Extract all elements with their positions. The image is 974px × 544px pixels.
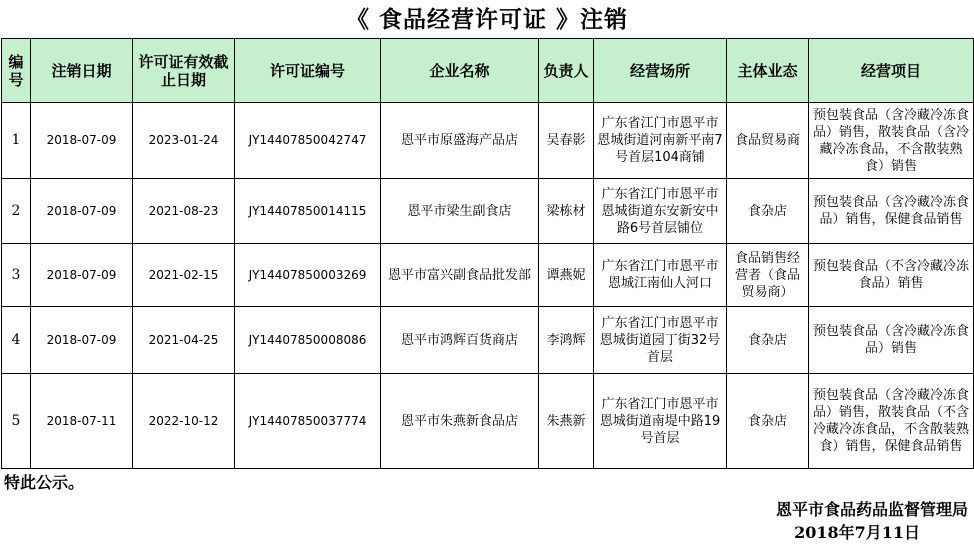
table-row — [2, 307, 974, 374]
license-cancellation-table — [1, 38, 974, 469]
cell-expiry: 2021-04-25 — [133, 307, 235, 374]
cell-expiry: 2021-08-23 — [133, 179, 235, 244]
header-cancel-date: 注销日期 — [31, 39, 133, 103]
cell-expiry: 2023-01-24 — [133, 103, 235, 179]
cell-no: 2 — [2, 179, 31, 244]
header-person: 负责人 — [539, 39, 594, 103]
header-location: 经营场所 — [594, 39, 727, 103]
cell-person: 谭燕妮 — [539, 244, 594, 307]
table-row — [2, 244, 974, 307]
cell-location: 广东省江门市恩平市恩城江南仙人河口 — [594, 244, 727, 307]
table-row — [2, 374, 974, 469]
issue-date: 2018年7月11日 — [794, 523, 920, 542]
cell-business-type: 食品销售经营者（食品贸易商） — [727, 244, 809, 307]
cell-no: 4 — [2, 307, 31, 374]
table-header-row — [2, 39, 974, 103]
cell-company: 恩平市鸿辉百货商店 — [381, 307, 539, 374]
cell-license: JY14407850003269 — [235, 244, 381, 307]
cell-license: JY14407850014115 — [235, 179, 381, 244]
cell-cancel-date: 2018-07-09 — [31, 307, 133, 374]
cell-business-type: 食品贸易商 — [727, 103, 809, 179]
issuing-authority: 恩平市食品药品监督管理局 — [775, 500, 968, 519]
header-license: 许可证编号 — [235, 39, 381, 103]
cell-location: 广东省江门市恩平市恩城街道河南新平南7号首层104商铺 — [594, 103, 727, 179]
cell-scope: 预包装食品（含冷藏冷冻食品）销售，散装食品（不含冷藏冷冻食品，不含散装熟食）销售，保健食品销售 — [809, 374, 974, 469]
cell-scope: 预包装食品（含冷藏冷冻食品）销售 — [809, 307, 974, 374]
cell-cancel-date: 2018-07-09 — [31, 103, 133, 179]
cell-person: 梁栋材 — [539, 179, 594, 244]
cell-cancel-date: 2018-07-09 — [31, 244, 133, 307]
cell-business-type: 食杂店 — [727, 179, 809, 244]
cell-license: JY14407850008086 — [235, 307, 381, 374]
cell-scope: 预包装食品（不含冷藏冷冻食品）销售 — [809, 244, 974, 307]
cell-no: 3 — [2, 244, 31, 307]
cell-business-type: 食杂店 — [727, 307, 809, 374]
cell-license: JY14407850037774 — [235, 374, 381, 469]
cell-company: 恩平市原盛海产品店 — [381, 103, 539, 179]
cell-person: 吴春影 — [539, 103, 594, 179]
cell-cancel-date: 2018-07-11 — [31, 374, 133, 469]
header-company: 企业名称 — [381, 39, 539, 103]
cell-location: 广东省江门市恩平市恩城街道东安新安中路6号首层铺位 — [594, 179, 727, 244]
cell-business-type: 食杂店 — [727, 374, 809, 469]
cell-expiry: 2022-10-12 — [133, 374, 235, 469]
header-no: 编号 — [2, 39, 31, 103]
cell-person: 李鸿辉 — [539, 307, 594, 374]
page-title: 《 食品经营许可证 》注销 — [0, 0, 974, 38]
header-expiry: 许可证有效截止日期 — [133, 39, 235, 103]
cell-scope: 预包装食品（含冷藏冷冻食品）销售，保健食品销售 — [809, 179, 974, 244]
table-row — [2, 179, 974, 244]
cell-person: 朱燕新 — [539, 374, 594, 469]
cell-expiry: 2021-02-15 — [133, 244, 235, 307]
cell-company: 恩平市梁生副食店 — [381, 179, 539, 244]
cell-no: 1 — [2, 103, 31, 179]
cell-license: JY14407850042747 — [235, 103, 381, 179]
cell-company: 恩平市富兴副食品批发部 — [381, 244, 539, 307]
cell-cancel-date: 2018-07-09 — [31, 179, 133, 244]
cell-location: 广东省江门市恩平市恩城街道南堤中路19号首层 — [594, 374, 727, 469]
header-scope: 经营项目 — [809, 39, 974, 103]
cell-scope: 预包装食品（含冷藏冷冻食品）销售，散装食品（含冷藏冷冻食品，不含散装熟食）销售 — [809, 103, 974, 179]
table-row — [2, 103, 974, 179]
header-business-type: 主体业态 — [727, 39, 809, 103]
cell-location: 广东省江门市恩平市恩城街道园丁街32号首层 — [594, 307, 727, 374]
cell-no: 5 — [2, 374, 31, 469]
cell-company: 恩平市朱燕新食品店 — [381, 374, 539, 469]
notice-text: 特此公示。 — [4, 473, 85, 492]
